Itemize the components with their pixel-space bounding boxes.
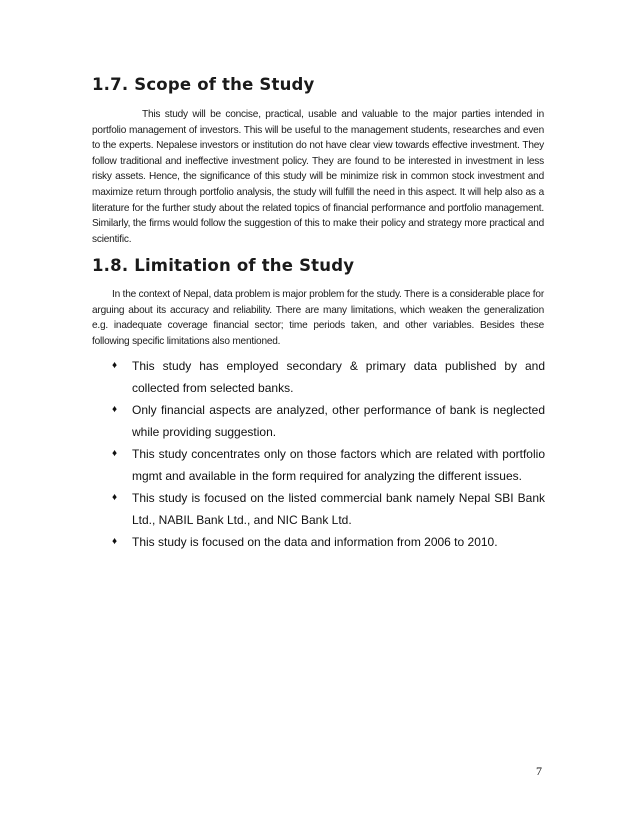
section-heading-limitation: 1.8. Limitation of the Study xyxy=(92,256,355,275)
page-number: 7 xyxy=(536,764,542,778)
list-item-text: Only financial aspects are analyzed, other performance of bank is neglected while providing suggestion. xyxy=(132,403,545,439)
diamond-bullet-icon: ♦ xyxy=(112,448,118,459)
section-heading-scope: 1.7. Scope of the Study xyxy=(92,75,315,94)
list-item xyxy=(112,443,545,487)
list-item xyxy=(112,355,545,399)
list-item xyxy=(112,487,545,531)
list-item-text: This study is focused on the data and information from 2006 to 2010. xyxy=(132,535,498,549)
list-item-text: This study concentrates only on those factors which are related with portfolio mgmt and available in the form required for analyzing the different issues. xyxy=(132,447,545,483)
list-item xyxy=(112,399,545,443)
scope-paragraph: This study will be concise, practical, usable and valuable to the major parties intended in portfolio management of investors. This will be useful to the management students, researches and even to the experts. Nepalese investors or institution do not have clear view towards effective investment. They follow traditional and ineffective investment policy. They are found to be interested in investment in less risky assets. Hence, the significance of this study will be minimize risk in common stock investment and maximize return through portfolio analysis, the study will fulfill the need in this aspect. It will help also as a literature for the further study about the related topics of financial performance and portfolio management. Similarly, the firms would follow the suggestion of this to make their policy and strategy more practical and scientific. xyxy=(92,109,544,245)
diamond-bullet-icon: ♦ xyxy=(112,360,118,371)
limitations-list xyxy=(112,355,545,553)
list-item-text: This study is focused on the listed commercial bank namely Nepal SBI Bank Ltd., NABIL Bank Ltd., and NIC Bank Ltd. xyxy=(132,491,545,527)
diamond-bullet-icon: ♦ xyxy=(112,404,118,415)
list-item-text: This study has employed secondary & primary data published by and collected from selected banks. xyxy=(132,359,545,395)
diamond-bullet-icon: ♦ xyxy=(112,536,118,547)
diamond-bullet-icon: ♦ xyxy=(112,492,118,503)
list-item xyxy=(112,531,545,553)
limitation-paragraph: In the context of Nepal, data problem is major problem for the study. There is a considerable place for arguing about its accuracy and reliability. There are many limitations, which weaken the generalization e.g. inadequate coverage financial sector; time periods taken, and other variables. Besides these following specific limitations also mentioned. xyxy=(92,289,544,347)
